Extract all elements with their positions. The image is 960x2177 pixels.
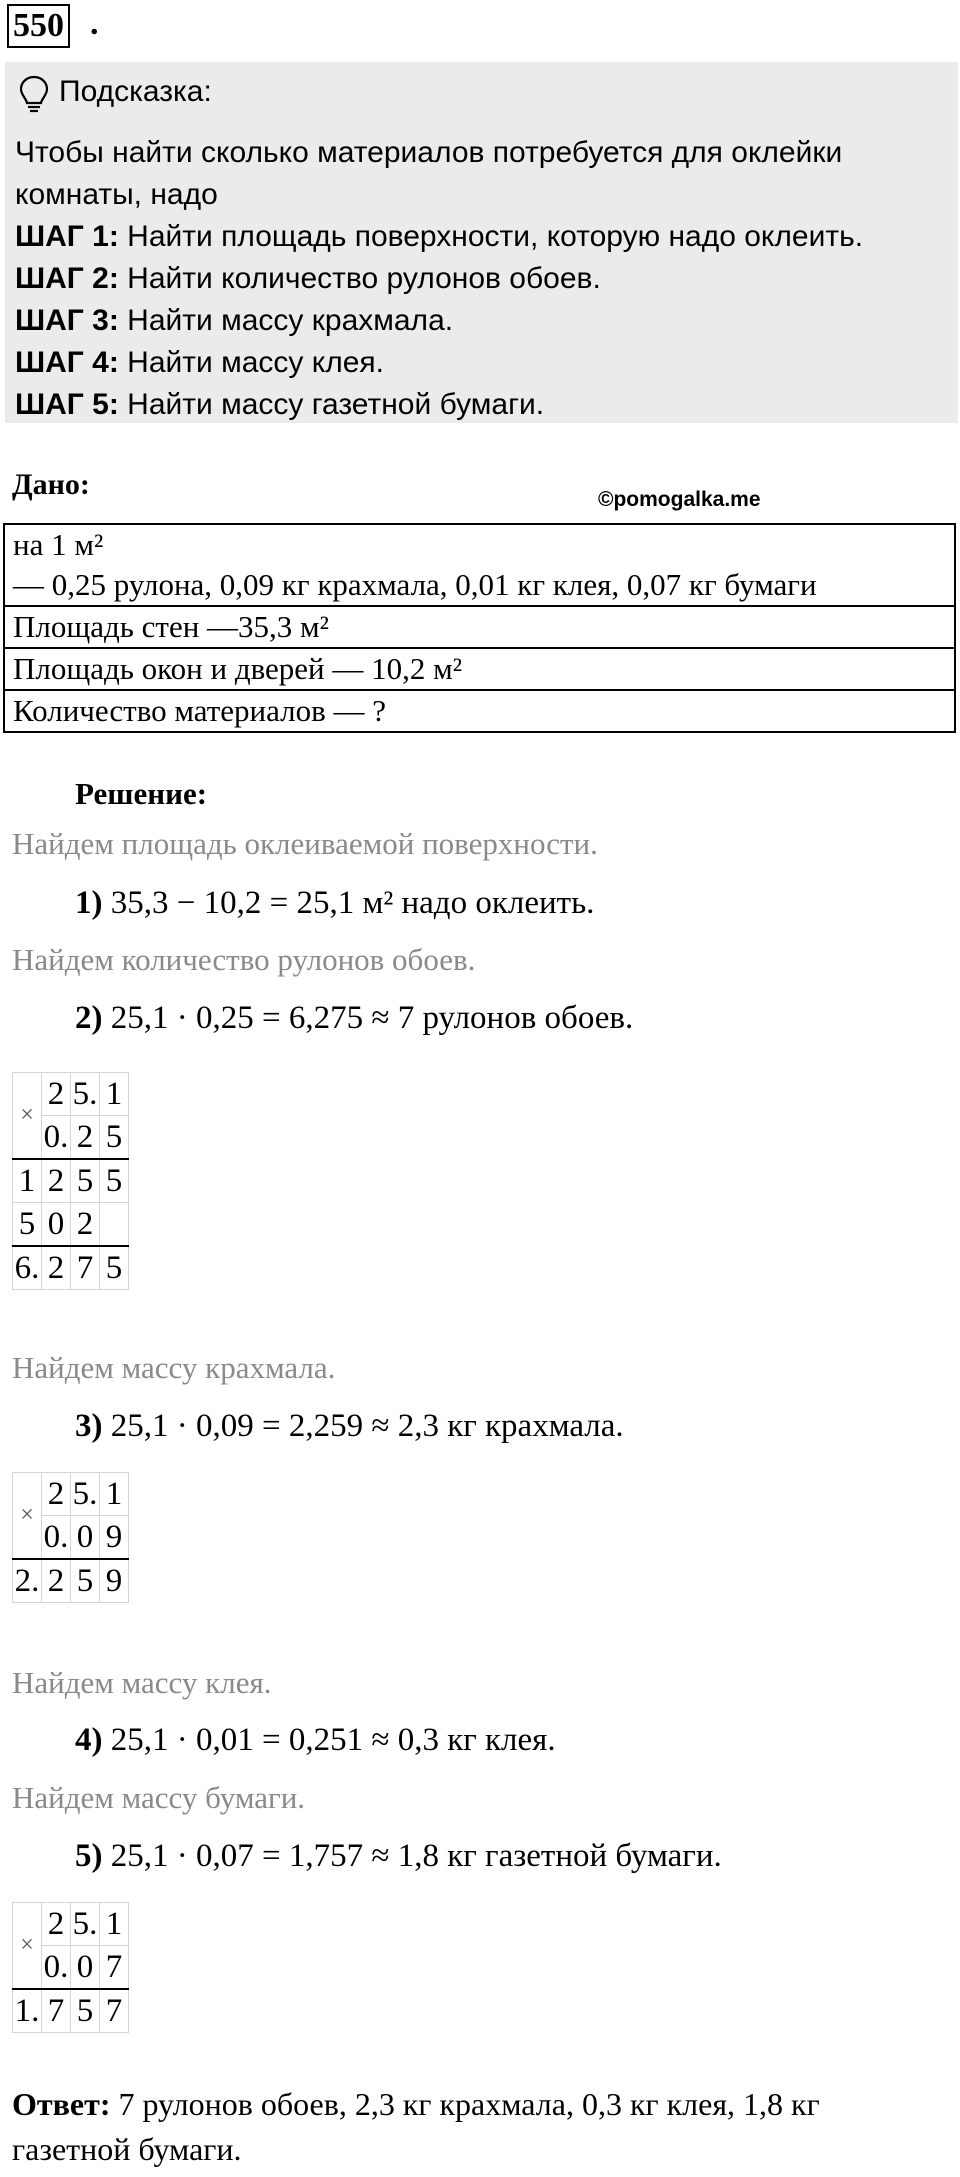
calc-digit: 2 <box>42 1073 71 1116</box>
calc-digit: 2 <box>42 1559 71 1603</box>
calc-digit: 5 <box>71 1989 100 2033</box>
calc-digit: 1 <box>100 1473 129 1516</box>
given-row <box>4 690 955 732</box>
calc-digit: 0. <box>42 1946 71 1990</box>
calc-row <box>13 1903 129 1946</box>
step-expression: 25,1 · 0,01 = 0,251 ≈ 0,3 кг клея. <box>102 1722 556 1758</box>
calc-digit: 0 <box>71 1946 100 1990</box>
calc-digit: 2 <box>42 1903 71 1946</box>
step-3-hint: Найдем массу крахмала. <box>12 1350 336 1385</box>
calc-digit: 2 <box>42 1473 71 1516</box>
calc-row <box>13 1073 129 1116</box>
calc-row <box>13 1989 129 2033</box>
multiply-sign: × <box>13 1903 42 1990</box>
calc-digit: 7 <box>100 1989 129 2033</box>
multiplication-column-2 <box>12 1472 129 1603</box>
calc-digit: 5 <box>71 1559 100 1603</box>
hint-title: Подсказка: <box>59 75 212 108</box>
calc-digit: 0. <box>42 1116 71 1160</box>
calc-digit: 6. <box>13 1246 42 1290</box>
step-expression: 25,1 · 0,07 = 1,757 ≈ 1,8 кг газетной бумаги. <box>102 1838 722 1874</box>
calc-digit: 2 <box>42 1159 71 1203</box>
hint-step-2 <box>15 258 601 300</box>
step-text: Найти массу клея. <box>127 346 384 379</box>
step-number: 4) <box>75 1722 103 1758</box>
given-row <box>4 524 955 606</box>
calc-digit: 1 <box>13 1159 42 1203</box>
calc-row <box>13 1246 129 1290</box>
given-cell: Количество материалов — ? <box>4 690 955 732</box>
calc-digit: 1 <box>100 1903 129 1946</box>
step-number: 2) <box>75 1000 103 1036</box>
calc-row <box>13 1473 129 1516</box>
hint-step-1 <box>15 216 863 258</box>
calc-digit: 5 <box>100 1116 129 1160</box>
step-label: ШАГ 2: <box>15 262 119 295</box>
step-label: ШАГ 3: <box>15 304 119 337</box>
calc-digit: 0. <box>42 1516 71 1560</box>
hint-step-5 <box>15 384 544 426</box>
given-table <box>3 523 956 733</box>
step-5-hint: Найдем массу бумаги. <box>12 1780 306 1815</box>
calc-row <box>13 1159 129 1203</box>
answer <box>12 2082 942 2172</box>
calc-digit: 9 <box>100 1559 129 1603</box>
calc-digit: 5 <box>100 1159 129 1203</box>
multiply-sign: × <box>13 1473 42 1560</box>
calc-digit <box>100 1203 129 1247</box>
step-expression: 35,3 − 10,2 = 25,1 м² надо оклеить. <box>102 885 595 921</box>
watermark: ©pomogalka.me <box>598 488 761 511</box>
task-number-dot: . <box>90 5 99 42</box>
step-text: Найти массу крахмала. <box>127 304 454 337</box>
hint-intro-line-1: Чтобы найти сколько материалов потребуется для оклейки <box>15 136 843 169</box>
step-text: Найти площадь поверхности, которую надо оклеить. <box>127 220 864 253</box>
calc-digit: 5 <box>100 1246 129 1290</box>
calc-digit: 7 <box>100 1946 129 1990</box>
solution-title: Решение: <box>75 776 208 811</box>
calc-digit: 2 <box>71 1203 100 1247</box>
step-2-hint: Найдем количество рулонов обоев. <box>12 942 476 977</box>
step-expression: 25,1 · 0,09 = 2,259 ≈ 2,3 кг крахмала. <box>102 1408 624 1444</box>
step-1-equation <box>75 885 594 922</box>
calc-digit: 0 <box>42 1203 71 1247</box>
calc-digit: 2 <box>71 1116 100 1160</box>
calc-digit: 5 <box>13 1203 42 1247</box>
step-expression: 25,1 · 0,25 = 6,275 ≈ 7 рулонов обоев. <box>102 1000 634 1036</box>
step-number: 5) <box>75 1838 103 1874</box>
calc-row <box>13 1559 129 1603</box>
step-number: 3) <box>75 1408 103 1444</box>
given-row <box>4 648 955 690</box>
step-label: ШАГ 5: <box>15 388 119 421</box>
multiply-sign: × <box>13 1073 42 1160</box>
step-4-hint: Найдем массу клея. <box>12 1665 272 1700</box>
calc-digit: 1. <box>13 1989 42 2033</box>
calc-digit: 0 <box>71 1516 100 1560</box>
step-4-equation <box>75 1722 556 1759</box>
multiplication-column-3 <box>12 1902 129 2033</box>
given-cell: Площадь окон и дверей — 10,2 м² <box>4 648 955 690</box>
calc-digit: 5. <box>71 1073 100 1116</box>
step-3-equation <box>75 1408 624 1445</box>
given-rate-label: на 1 м² <box>13 527 104 562</box>
calc-digit: 1 <box>100 1073 129 1116</box>
step-label: ШАГ 1: <box>15 220 119 253</box>
task-number: 550 <box>7 4 70 48</box>
calc-digit: 5. <box>71 1473 100 1516</box>
step-1-hint: Найдем площадь оклеиваемой поверхности. <box>12 826 598 861</box>
calc-digit: 7 <box>42 1989 71 2033</box>
calc-digit: 7 <box>71 1246 100 1290</box>
calc-digit: 5 <box>71 1159 100 1203</box>
calc-digit: 9 <box>100 1516 129 1560</box>
calc-digit: 2 <box>42 1246 71 1290</box>
step-label: ШАГ 4: <box>15 346 119 379</box>
calc-row <box>13 1203 129 1247</box>
calc-digit: 2. <box>13 1559 42 1603</box>
hint-step-4 <box>15 342 384 384</box>
given-row <box>4 606 955 648</box>
hint-box <box>5 62 958 423</box>
step-text: Найти массу газетной бумаги. <box>127 388 545 421</box>
given-cell <box>4 524 955 606</box>
hint-intro-line-2: комнаты, надо <box>15 178 218 211</box>
answer-label: Ответ: <box>12 2086 111 2122</box>
calc-digit: 5. <box>71 1903 100 1946</box>
step-2-equation <box>75 1000 633 1037</box>
lightbulb-icon <box>17 74 51 114</box>
answer-text: 7 рулонов обоев, 2,3 кг крахмала, 0,3 кг клея, 1,8 кг газетной бумаги. <box>12 2086 820 2167</box>
given-cell: Площадь стен —35,3 м² <box>4 606 955 648</box>
step-text: Найти количество рулонов обоев. <box>127 262 601 295</box>
given-title: Дано: <box>12 468 90 501</box>
step-number: 1) <box>75 885 103 921</box>
multiplication-column-1 <box>12 1072 129 1290</box>
step-5-equation <box>75 1838 722 1875</box>
hint-step-3 <box>15 300 453 342</box>
given-rates: — 0,25 рулона, 0,09 кг крахмала, 0,01 кг клея, 0,07 кг бумаги <box>13 567 817 602</box>
